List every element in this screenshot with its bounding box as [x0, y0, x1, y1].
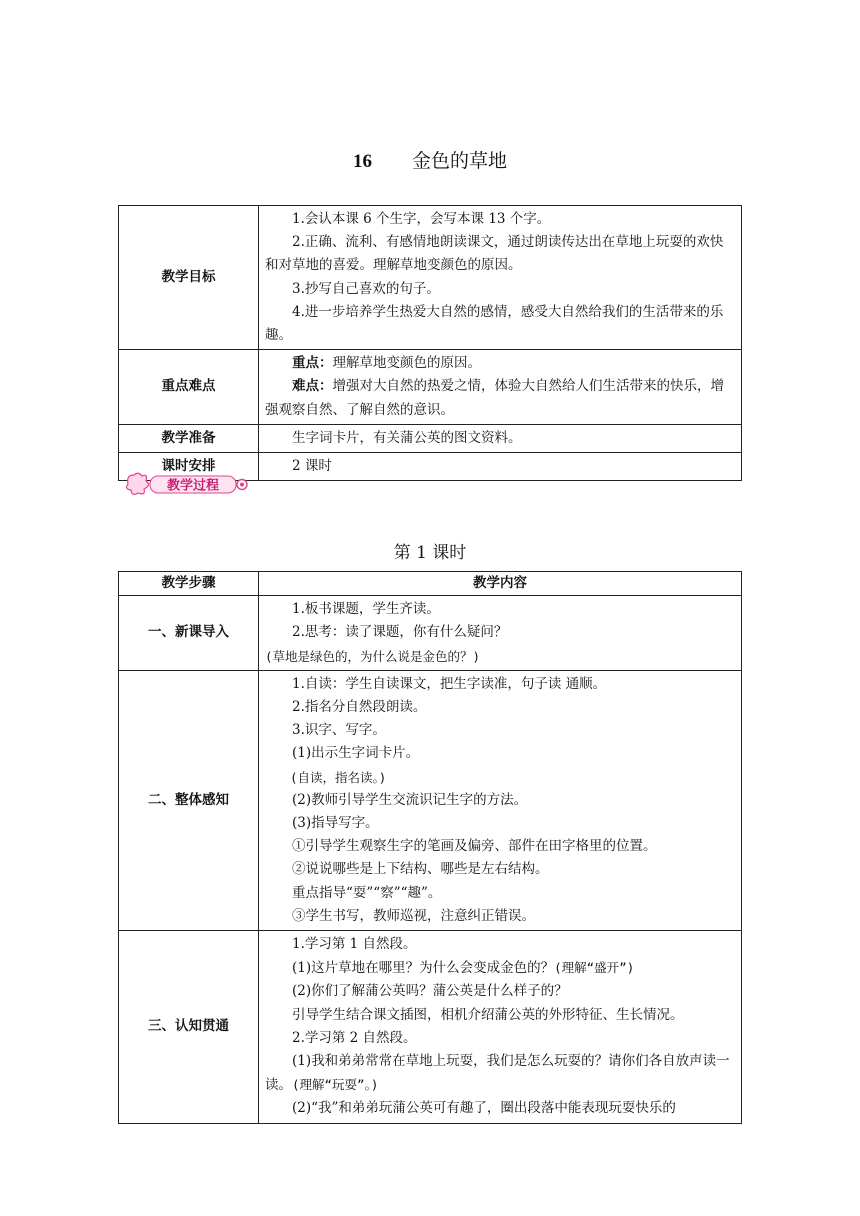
difficulty-text: 增强对大自然的热爱之情，体验大自然给人们生活带来的快乐，增强观察自然、了解自然的意识。 — [265, 378, 724, 418]
table-header-row — [119, 572, 742, 596]
prep-text: 生字词卡片，有关蒲公英的图文资料。 — [292, 429, 522, 446]
content-line: 2.思考：读了课题，你有什么疑问？ — [292, 624, 508, 641]
goal-line: 3.抄写自己喜欢的句子。 — [292, 280, 440, 297]
table-row — [119, 424, 742, 452]
content-line: (1)出示生字词卡片。 — [292, 745, 420, 762]
objectives-table — [118, 205, 742, 481]
content-line: 引导学生结合课文插图，相机介绍蒲公英的外形特征、生长情况。 — [292, 1006, 684, 1023]
table-row — [119, 596, 742, 671]
teaching-process-badge — [124, 469, 252, 499]
content-line: 重点指导“耍”“察”“趣”。 — [292, 884, 442, 901]
key-label: 重点难点 — [119, 350, 259, 425]
difficulty-line — [265, 375, 735, 421]
goals-cell — [259, 206, 742, 350]
key-cell — [259, 350, 742, 425]
step-label: 二、整体感知 — [119, 670, 259, 930]
table-row — [119, 670, 742, 930]
goal-line: 2.正确、流利、有感情地朗读课文，通过朗读传达出在草地上玩耍的欢快和对草地的喜爱。理解草地变颜色的原因。 — [265, 234, 724, 274]
content-note: (理解“盛开”) — [554, 960, 635, 976]
table-row — [119, 206, 742, 350]
table-row — [119, 931, 742, 1124]
content-line: (2)你们了解蒲公英吗？蒲公英是什么样子的？ — [292, 983, 568, 1000]
content-line — [265, 956, 735, 980]
section-title: 第 1 课时 — [393, 543, 467, 563]
process-table — [118, 571, 742, 1124]
content-line — [265, 1050, 735, 1097]
content-text: (1)我和弟弟常常在草地上玩耍，我们是怎么玩耍的？请你们各自放声读一读。 — [265, 1053, 730, 1094]
lesson-name: 金色的草地 — [411, 150, 507, 172]
content-line: 1.学习第 1 自然段。 — [292, 936, 417, 953]
step-label: 一、新课导入 — [119, 596, 259, 671]
lesson-number: 16 — [352, 151, 372, 172]
content-line: 1.自读：学生自读课文，把生字读准，句子读 通顺。 — [292, 675, 607, 692]
content-text: (1)这片草地在哪里？为什么会变成金色的？ — [292, 960, 555, 977]
content-note: (草地是绿色的，为什么说是金色的？) — [265, 648, 481, 664]
col-content-header: 教学内容 — [259, 572, 742, 596]
content-note: (理解“玩耍”。) — [292, 1077, 379, 1093]
content-line: ②说说哪些是上下结构、哪些是左右结构。 — [292, 861, 549, 878]
schedule-label: 课时安排 — [119, 453, 259, 481]
content-line: ①引导学生观察生字的笔画及偏旁、部件在田字格里的位置。 — [292, 838, 657, 855]
goals-label: 教学目标 — [119, 206, 259, 350]
key-point-line — [265, 352, 735, 375]
col-step-header: 教学步骤 — [119, 572, 259, 596]
difficulty-label: 难点： — [292, 378, 333, 395]
content-line: (2)“我”和弟弟玩蒲公英可有趣了，圈出段落中能表现玩耍快乐的 — [292, 1100, 676, 1117]
content-note: (自读，指名读。) — [290, 769, 387, 785]
key-point-text: 理解草地变颜色的原因。 — [332, 355, 481, 372]
content-line: 3.识字、写字。 — [292, 722, 386, 739]
content-line: (3)指导写字。 — [292, 815, 379, 832]
content-line: 2.学习第 2 自然段。 — [292, 1029, 417, 1046]
prep-label: 教学准备 — [119, 424, 259, 452]
content-line: 1.板书课题，学生齐读。 — [292, 601, 440, 618]
content-line: 2.指名分自然段朗读。 — [292, 699, 427, 716]
key-point-label: 重点： — [292, 355, 333, 372]
schedule-text: 2 课时 — [292, 458, 332, 475]
goal-line: 4.进一步培养学生热爱大自然的感情，感受大自然给我们的生活带来的乐趣。 — [265, 303, 724, 344]
goal-line: 1.会认本课 6 个生字，会写本课 13 个字。 — [292, 211, 551, 227]
lesson-title — [0, 146, 860, 173]
content-line: ③学生书写，教师巡视，注意纠正错误。 — [292, 907, 535, 924]
table-row — [119, 350, 742, 425]
badge-text: 教学过程 — [166, 478, 220, 494]
step-label: 三、认知贯通 — [119, 931, 259, 1124]
content-line: (2)教师引导学生交流识记生字的方法。 — [292, 791, 528, 808]
